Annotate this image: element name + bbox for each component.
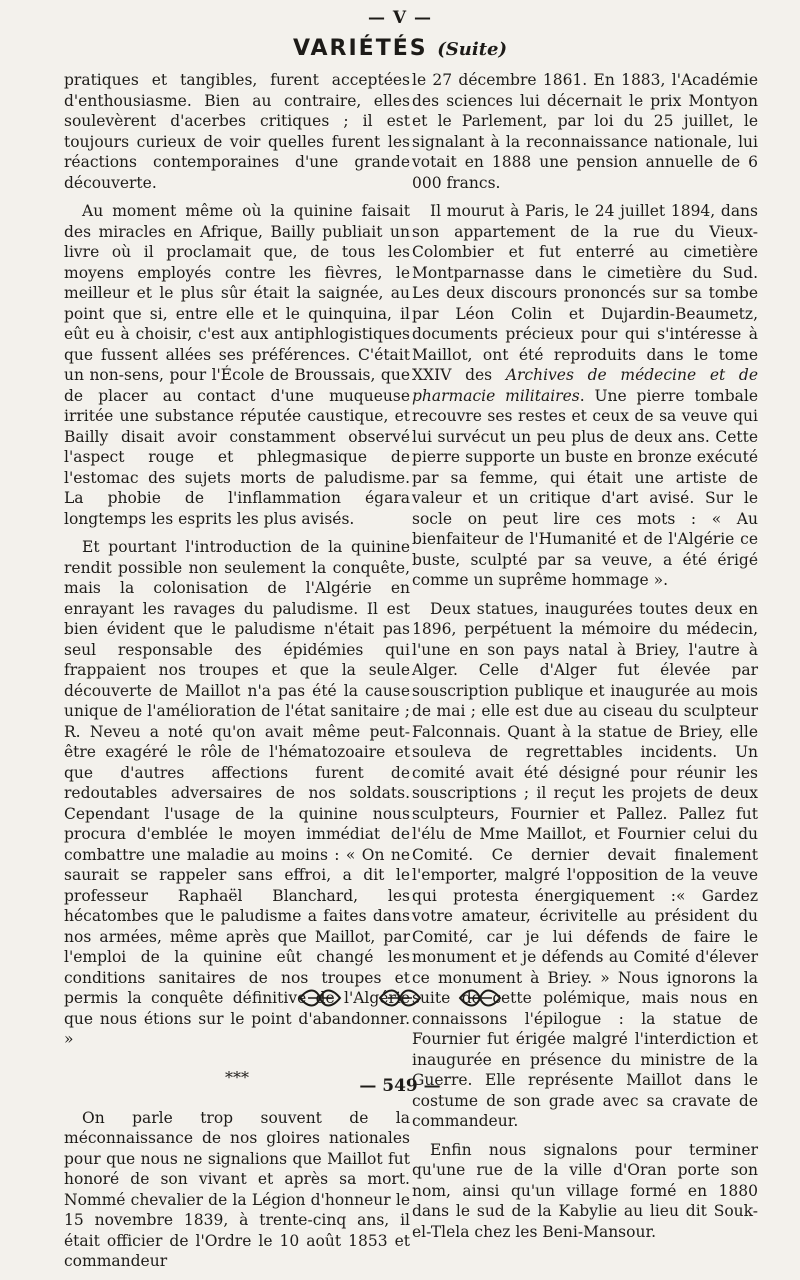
section-title: [0, 36, 800, 61]
left-paragraph-3: Et pourtant l'introduction de la quinine rendit possible non seulement la conquête, mais la colonisation de l'Algérie en enrayant les ravages du paludisme. Il est bien évident que le paludisme n'était pas seul responsable des épidémies qui frappaient nos troupes et que la seule découverte de Maillot n'a pas été la cause unique de l'amélioration de l'état sanitaire ; R. Neveu a noté qu'on avait même peut-être exagéré le rôle de l'hématozoaire et que d'autres affections furent de redoutables adversaires de nos soldats. Cependant l'usage de la quinine nous procura d'emblée le moyen immédiat de combattre une maladie au moins : « On ne saurait se rappeler sans effroi, a dit le professeur Raphaël Blanchard, les hécatombes que le paludisme a faites dans nos armées, même après que Maillot, par l'emploi de la quinine eût changé les conditions sanitaires de nos troupes et permis la conquête définitive de l'Algérie que nous étions sur le point d'abandonner. »: [64, 538, 410, 1048]
folio-header: — V —: [367, 8, 433, 28]
asterism-divider: ***: [225, 1067, 249, 1087]
journal-title: Archives de médecine et de pharmacie militaires: [412, 366, 758, 405]
decorative-ornament: [0, 986, 800, 1010]
right-column: [412, 70, 758, 1250]
right-paragraph-2-a: Il mourut à Paris, le 24 juillet 1894, dans son appartement de la rue du Vieux-Colombier et fut enterré au cimetière Montparnasse dans le cimetière du Sud. Les deux discours prononcés sur sa tombe par Léon Colin et Dujardin-Beaumetz, documents précieux pour qui s'intéresse à Maillot, ont été reproduits dans le tome XXIV des: [412, 202, 758, 384]
right-paragraph-4: Enfin nous signalons pour terminer qu'une rue de la ville d'Oran porte son nom, ainsi qu'un village formé en 1880 dans le sud de la Kabylie au lieu dit Souk-el-Tlela chez les Beni-Mansour.: [412, 1140, 758, 1241]
right-paragraph-1: le 27 décembre 1861. En 1883, l'Académie des sciences lui décernait le prix Montyon et le Parlement, par loi du 25 juillet, le signalant à la reconnaissance nationale, lui votait en 1888 une pension annuelle de 6 000 francs.: [412, 71, 758, 192]
fleuron-icon: [298, 986, 342, 1010]
fleuron-icon: [458, 986, 502, 1010]
left-column: [64, 70, 410, 1280]
left-paragraph-1: pratiques et tangibles, furent acceptées d'enthousiasme. Bien au contraire, elles soulevèrent d'acerbes critiques ; il est toujours curieux de voir quelles furent les réactions contemporaines d'une grande découverte.: [64, 71, 410, 192]
fleuron-icon: [378, 986, 422, 1010]
page-number: — 549 —: [359, 1076, 441, 1096]
right-paragraph-2-b: . Une pierre tombale recouvre ses restes et ceux de sa veuve qui lui survécut un peu plus de deux ans. Cette pierre supporte un buste en bronze exécuté par sa femme, qui était une artiste de valeur et un critique d'art avisé. Sur le socle on peut lire ces mots : « Au bienfaiteur de l'Humanité et de l'Algérie ce buste, sculpté par sa veuve, a été érigé comme un suprême hommage ».: [412, 386, 759, 589]
title-suffix: (Suite): [437, 39, 507, 60]
right-paragraph-2: [412, 201, 758, 591]
right-paragraph-3: Deux statues, inaugurées toutes deux en 1896, perpétuent la mémoire du médecin, l'une en son pays natal à Briey, l'autre à Alger. Celle d'Alger fut élevée par souscription publique et inaugurée au mois de mai ; elle est due au ciseau du sculpteur Falconnais. Quant à la statue de Briey, elle souleva de regrettables incidents. Un comité avait été désigné pour réunir les souscriptions ; il reçut les projets de deux sculpteurs, Fournier et Pallez. Pallez fut l'élu de Mme Maillot, et Fournier celui du Comité. Ce dernier devait finalement l'emporter, malgré l'opposition de la veuve qui protesta énergiquement :« Gardez votre amateur, écrivitelle au président du Comité, car je lui défends de faire le monument et je défends au Comité d'élever ce monument à Briey. » Nous ignorons la suite de cette polémique, mais nous en connaissons l'épilogue : la statue de Fournier fut érigée malgré l'interdiction et inaugurée en présence du ministre de la Guerre. Elle représente Maillot dans le costume de son grade avec sa cravate de commandeur.: [412, 599, 758, 1130]
left-paragraph-2: Au moment même où la quinine faisait des miracles en Afrique, Bailly publiait un livre où il proclamait que, de tous les moyens employés contre les fièvres, le meilleur et le plus sûr était la saignée, au point que si, entre elle et le quinquina, il eût eu à choisir, c'est aux antiphlogistiques que fussent allées ses préférences. C'était un non-sens, pour l'École de Broussais, que de placer au contact d'une muqueuse irritée une substance réputée caustique, et Bailly disait avoir constamment observé l'aspect rouge et phlegmasique de l'estomac des sujets morts de paludisme. La phobie de l'inflammation égara longtemps les esprits les plus avisés.: [64, 202, 410, 528]
left-paragraph-4: On parle trop souvent de la méconnaissance de nos gloires nationales pour que nous ne signalions que Maillot fut honoré de son vivant et après sa mort. Nommé chevalier de la Légion d'honneur le 15 novembre 1839, à trente-cinq ans, il était officier de l'Ordre le 10 août 1853 et commandeur: [64, 1108, 410, 1270]
title-text: VARIÉTÉS: [293, 36, 428, 61]
